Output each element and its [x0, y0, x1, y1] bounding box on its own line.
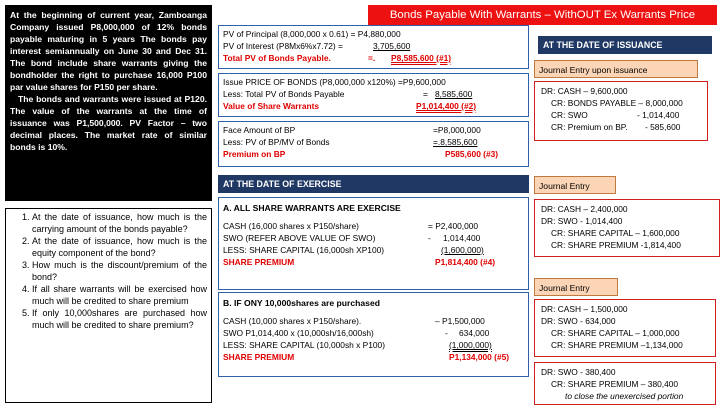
je-close-note: to close the unexercised portion — [565, 391, 684, 401]
px-premium-label: SHARE PREMIUM — [223, 352, 295, 362]
pv-total-eq: =. — [368, 53, 376, 63]
ex-swo-label: SWO (REFER ABOVE VALUE OF SWO) — [223, 233, 376, 243]
je-exercise-line: DR: SWO - 1,014,400 — [541, 216, 623, 226]
swo-value-total: P1,014,400 (#2) — [416, 101, 477, 111]
question-5: 5. If only 10,000shares are purchased how much will be credited to share premium? — [32, 307, 207, 331]
ex-capital-label: LESS: SHARE CAPITAL (16,000sh XP100) — [223, 245, 385, 255]
je-exercise-header: Journal Entry — [534, 176, 616, 194]
ex-capital-value: (1,600,000) — [441, 245, 484, 255]
swo-value-label: Value of Share Warrants — [223, 101, 320, 111]
question-3: 3. How much is the discount/premium of the bond? — [32, 259, 207, 283]
je-exercise-line: DR: CASH – 2,400,000 — [541, 204, 628, 214]
exercise-all-title: A. ALL SHARE WARRANTS ARE EXERCISE — [223, 203, 401, 213]
je-partial-line: CR: SHARE PREMIUM –1,134,000 — [551, 340, 683, 350]
je-close-box — [534, 362, 716, 405]
ex-swo-value: 1,014,400 — [443, 233, 481, 243]
share-warrant-value-box — [218, 73, 529, 117]
question-1: 1. At the date of issuance, how much is the carrying amount of the bonds payable? — [32, 211, 207, 235]
less-pv-bp-value: =.8,585,600 — [433, 137, 478, 147]
premium-value: P585,600 (#3) — [445, 149, 499, 159]
px-capital-label: LESS: SHARE CAPITAL (10,000sh x P100) — [223, 340, 385, 350]
pv-computation-box — [218, 25, 529, 69]
pv-total-label: Total PV of Bonds Payable. — [223, 53, 331, 63]
exercise-date-header: AT THE DATE OF EXERCISE — [218, 175, 529, 193]
problem-paragraph-1: At the beginning of current year, Zamboanga Company issued P8,000,000 of 12% bonds payable maturing in 5 years The bonds pay interest semiannually on June 30 and Dec 31. The bond include share warrants giving the bondholder the right to purchase 16,000 P100 par value shares for P150 per share. — [10, 10, 207, 92]
less-pv-eq: = — [423, 89, 428, 99]
pv-total-value: P8,585,600 (#1) — [391, 53, 452, 63]
less-pv-value: 8,585,600 — [435, 89, 473, 99]
face-amount-value: =P8,000,000 — [433, 125, 481, 135]
je-partial-box — [534, 299, 716, 357]
problem-paragraph-2: The bonds and warrants were issued at P120. The value of the warrants at the time of issuance was P1,500,000. PV Factor – two decimal places. The market rate of similar bonds is 10%. — [10, 94, 207, 152]
je-issuance-line: CR: Premium on BP. — [551, 122, 628, 132]
issuance-date-header: AT THE DATE OF ISSUANCE — [538, 36, 712, 54]
pv-interest-label: PV of Interest (P8Mx6%x7.72) = — [223, 41, 343, 51]
je-exercise-line: CR: SHARE CAPITAL – 1,600,000 — [551, 228, 680, 238]
je-issuance-line: CR: SWO — [551, 110, 588, 120]
je-partial-line: DR: SWO - 634,000 — [541, 316, 616, 326]
ex-cash-label: CASH (16,000 shares x P150/share) — [223, 221, 359, 231]
je-issuance-line: - 1,014,400 — [637, 110, 680, 120]
px-swo-dash: - — [445, 328, 448, 338]
je-issuance-header: Journal Entry upon issuance — [534, 60, 698, 78]
pv-principal-line: PV of Principal (8,000,000 x 0.61) = P4,880,000 — [223, 29, 401, 39]
px-swo-label: SWO P1,014,400 x (10,000sh/16,000sh) — [223, 328, 374, 338]
je-exercise-line: CR: SHARE PREMIUM -1,814,400 — [551, 240, 681, 250]
issue-price-line: Issue PRICE OF BONDS (P8,000,000 x120%) =P9,600,000 — [223, 77, 446, 87]
je-issuance-line: CR: BONDS PAYABLE – 8,000,000 — [551, 98, 683, 108]
px-cash-label: CASH (10,000 shares x P150/share). — [223, 316, 362, 326]
less-pv-label: Less: Total PV of Bonds Payable — [223, 89, 345, 99]
ex-swo-dash: - — [428, 233, 431, 243]
px-swo-value: 634,000 — [459, 328, 490, 338]
je-partial-line: CR: SHARE CAPITAL – 1,000,000 — [551, 328, 680, 338]
px-premium-value: P1,134,000 (#5) — [449, 352, 510, 362]
premium-label: Premium on BP — [223, 149, 286, 159]
px-capital-value: (1,000,000) — [449, 340, 492, 350]
je-partial-line: DR: CASH – 1,500,000 — [541, 304, 628, 314]
je-close-line: DR: SWO - 380,400 — [541, 367, 616, 377]
exercise-partial-title: B. IF ONY 10,000shares are purchased — [223, 298, 380, 308]
question-2: 2. At the date of issuance, how much is the equity component of the bond? — [32, 235, 207, 259]
pv-interest-value: 3,705,600 — [373, 41, 411, 51]
problem-statement — [5, 5, 212, 201]
ex-premium-value: P1,814,400 (#4) — [435, 257, 496, 267]
px-cash-value: – P1,500,000 — [435, 316, 485, 326]
exercise-partial-box — [218, 292, 529, 377]
je-partial-header: Journal Entry — [534, 278, 618, 296]
less-pv-bp-label: Less: PV of BP/MV of Bonds — [223, 137, 330, 147]
je-issuance-box — [534, 81, 708, 141]
question-4: 4. If all share warrants will be exercised how much will be credited to share premium — [32, 283, 207, 307]
je-issuance-line: DR: CASH – 9,600,000 — [541, 86, 628, 96]
face-amount-label: Face Amount of BP — [223, 125, 296, 135]
je-issuance-line: - 585,600 — [645, 122, 681, 132]
premium-computation-box — [218, 121, 529, 167]
je-close-line: CR: SHARE PREMIUM – 380,400 — [551, 379, 679, 389]
ex-premium-label: SHARE PREMIUM — [223, 257, 295, 267]
questions-list — [5, 208, 212, 403]
ex-cash-value: = P2,400,000 — [428, 221, 479, 231]
exercise-all-box — [218, 197, 529, 290]
je-exercise-box — [534, 199, 720, 257]
page-title: Bonds Payable With Warrants – WithOUT Ex Warrants Price — [368, 5, 717, 25]
